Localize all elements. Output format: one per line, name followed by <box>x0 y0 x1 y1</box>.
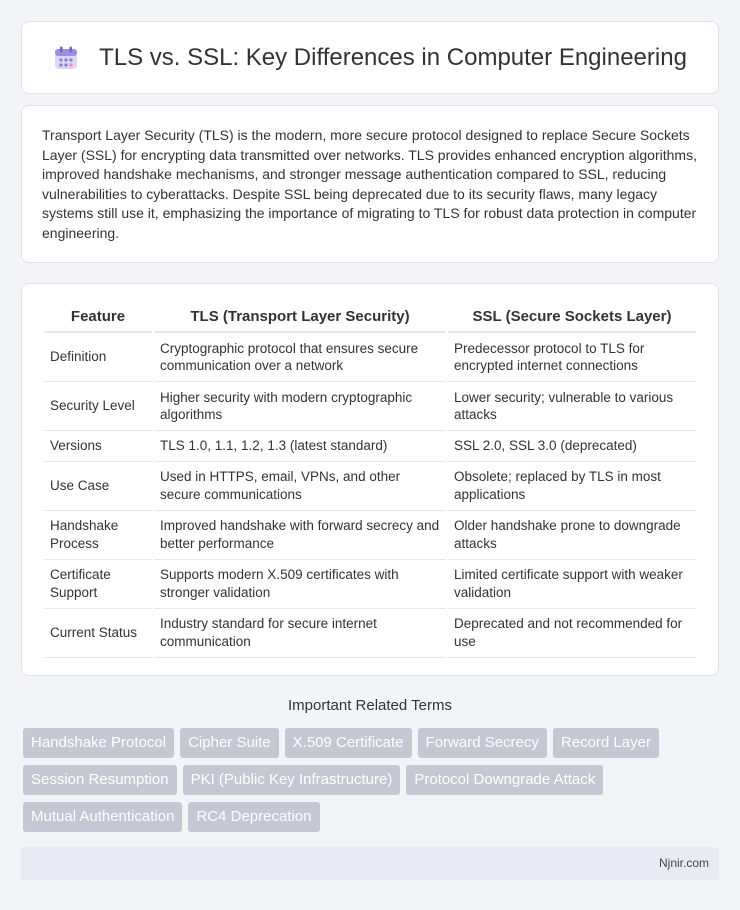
term-tag[interactable]: Record Layer <box>553 728 659 758</box>
term-tag[interactable]: Protocol Downgrade Attack <box>406 765 603 795</box>
footer <box>21 847 719 880</box>
tls-cell: Industry standard for secure internet communication <box>154 609 446 658</box>
related-terms-heading: Important Related Terms <box>288 697 452 714</box>
term-tag[interactable]: RC4 Deprecation <box>188 802 319 832</box>
related-terms-list <box>23 728 723 839</box>
term-tag[interactable]: Forward Secrecy <box>418 728 547 758</box>
ssl-cell: Older handshake prone to downgrade attacks <box>448 511 696 560</box>
term-tag[interactable]: Session Resumption <box>23 765 177 795</box>
ssl-cell: Obsolete; replaced by TLS in most applications <box>448 462 696 511</box>
term-tag[interactable]: Cipher Suite <box>180 728 279 758</box>
intro-text: Transport Layer Security (TLS) is the modern, more secure protocol designed to replace Secure Sockets Layer (SSL) for encrypting data transmitted over networks. TLS provides enhanced encryption algorithms, improved handshake mechanisms, and stronger message authentication compared to SSL, reducing vulnerabilities to cyberattacks. Despite SSL being deprecated due to its security flaws, many legacy systems still use it, emphasizing the importance of migrating to TLS for robust data protection in computer engineering. <box>42 127 697 241</box>
table-row <box>44 609 696 658</box>
table-row <box>44 431 696 462</box>
ssl-cell: Predecessor protocol to TLS for encrypted internet connections <box>448 333 696 382</box>
term-tag[interactable]: PKI (Public Key Infrastructure) <box>183 765 401 795</box>
table-row <box>44 462 696 511</box>
term-tag[interactable]: X.509 Certificate <box>285 728 412 758</box>
feature-cell: Use Case <box>44 462 152 511</box>
tls-cell: Cryptographic protocol that ensures secure communication over a network <box>154 333 446 382</box>
tls-cell: Improved handshake with forward secrecy and better performance <box>154 511 446 560</box>
tls-cell: Supports modern X.509 certificates with stronger validation <box>154 560 446 609</box>
tls-cell: TLS 1.0, 1.1, 1.2, 1.3 (latest standard) <box>154 431 446 462</box>
feature-cell: Versions <box>44 431 152 462</box>
feature-cell: Definition <box>44 333 152 382</box>
page-title: TLS vs. SSL: Key Differences in Computer Engineering <box>99 43 687 71</box>
table-row <box>44 511 696 560</box>
table-row <box>44 560 696 609</box>
comparison-table <box>42 302 698 658</box>
ssl-cell: Lower security; vulnerable to various attacks <box>448 382 696 431</box>
ssl-cell: Deprecated and not recommended for use <box>448 609 696 658</box>
header-ssl: SSL (Secure Sockets Layer) <box>448 302 696 333</box>
table-header-row <box>44 302 696 333</box>
feature-cell: Security Level <box>44 382 152 431</box>
footer-site[interactable]: Njnir.com <box>658 856 709 870</box>
intro-card <box>21 105 719 263</box>
term-tag[interactable]: Handshake Protocol <box>23 728 174 758</box>
tls-cell: Used in HTTPS, email, VPNs, and other secure communications <box>154 462 446 511</box>
title-card <box>21 21 719 94</box>
feature-cell: Certificate Support <box>44 560 152 609</box>
ssl-cell: SSL 2.0, SSL 3.0 (deprecated) <box>448 431 696 462</box>
table-row <box>44 333 696 382</box>
feature-cell: Handshake Process <box>44 511 152 560</box>
header-feature: Feature <box>44 302 152 333</box>
calendar-icon <box>53 45 79 71</box>
ssl-cell: Limited certificate support with weaker validation <box>448 560 696 609</box>
header-tls: TLS (Transport Layer Security) <box>154 302 446 333</box>
comparison-table-card <box>21 283 719 676</box>
tls-cell: Higher security with modern cryptographic algorithms <box>154 382 446 431</box>
term-tag[interactable]: Mutual Authentication <box>23 802 182 832</box>
table-row <box>44 382 696 431</box>
feature-cell: Current Status <box>44 609 152 658</box>
